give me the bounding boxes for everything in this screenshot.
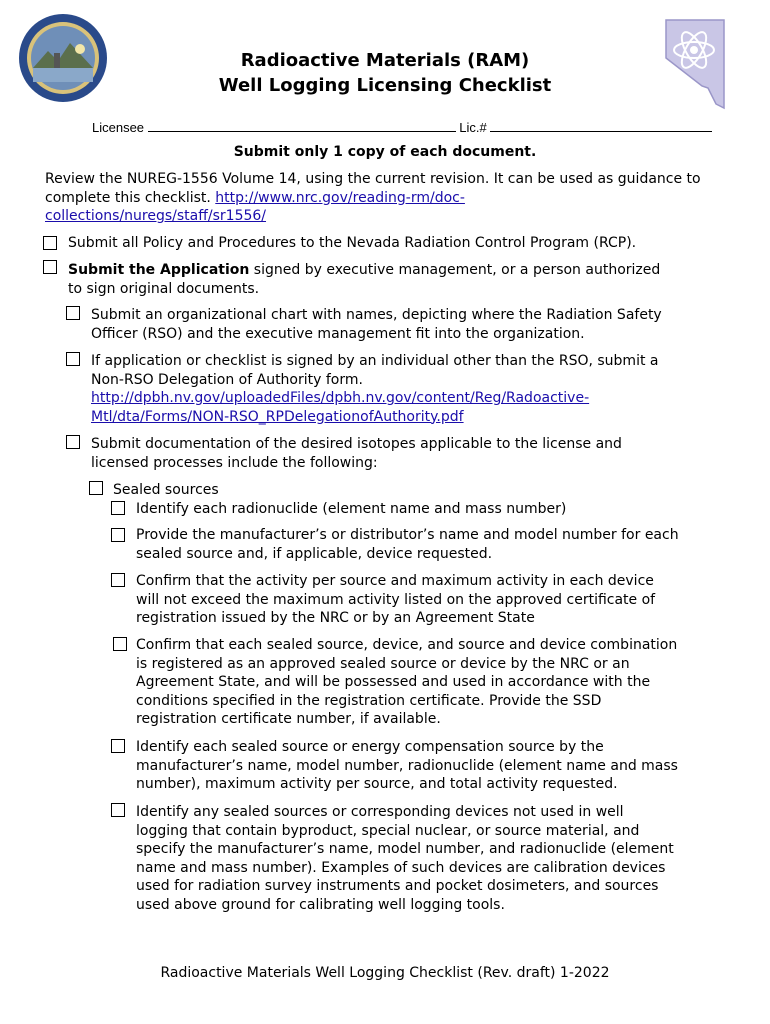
checkbox-radionuclide[interactable] — [111, 501, 125, 515]
checkbox-non-rso[interactable] — [66, 352, 80, 366]
item-org-chart: Submit an organizational chart with names, depicting where the Radiation Safety Officer (RSO) and the executive management fit into the organization. — [91, 307, 662, 342]
item-sealed-sources: Sealed sources — [113, 482, 219, 498]
checkbox-registration[interactable] — [113, 637, 127, 651]
submit-one-copy-note: Submit only 1 copy of each document. — [233, 144, 537, 160]
checkbox-org-chart[interactable] — [66, 306, 80, 320]
non-rso-form-link[interactable]: http://dpbh.nv.gov/uploadedFiles/dpbh.nv.gov/content/Reg/Radoactive- Mtl/dta/Forms/NON-RSO_RPDelegationofAuthority.pdf — [91, 390, 590, 425]
item-other-devices: Identify any sealed sources or corresponding devices not used in well logging that contain byproduct, special nuclear, or source material, and specify the manufacturer’s name, model number, and radionuclide (element name and mass number). Examples of such devices are calibration devices used for radiation survey instruments and pocket dosimeters, and sources used above ground for calibrating well logging tools. — [136, 804, 674, 913]
item-activity: Confirm that the activity per source and maximum activity in each device will not exceed the maximum activity listed on the approved certificate of registration issued by the NRC or by an Agreement State — [136, 573, 656, 627]
item-non-rso: If application or checklist is signed by an individual other than the RSO, submit a Non-RSO Delegation of Authority form. http://dpbh.nv.gov/uploadedFiles/dpbh.nv.gov/content/Reg/Radoactive- Mtl/dta/Forms/NON-RSO_RPDelegationofAuthority.pdf — [91, 353, 659, 425]
checkbox-sealed-sources[interactable] — [89, 481, 103, 495]
checkbox-other-devices[interactable] — [111, 803, 125, 817]
item-manufacturer: Provide the manufacturer’s or distributor’s name and model number for each sealed source and, if applicable, device requested. — [136, 527, 679, 562]
checkbox-isotopes[interactable] — [66, 435, 80, 449]
checkbox-policy[interactable] — [43, 236, 57, 250]
licensee-line — [92, 119, 712, 135]
item-radionuclide: Identify each radionuclide (element name and mass number) — [136, 501, 567, 517]
item-registration: Confirm that each sealed source, device, and source and device combination is registered as an approved sealed source or device by the NRC or an Agreement State, and will be possessed and used in accordance with the conditions specified in the registration certificate. Provide the SSD registration certificate number, if available. — [136, 637, 678, 728]
checkbox-application[interactable] — [43, 260, 57, 274]
checkbox-energy-source[interactable] — [111, 739, 125, 753]
item-policy: Submit all Policy and Procedures to the Nevada Radiation Control Program (RCP). — [68, 235, 637, 251]
item-application: Submit the Application signed by executive management, or a person authorized to sign original documents. — [68, 262, 661, 297]
intro-paragraph — [45, 170, 725, 226]
lic-number-label: Lic.# — [459, 120, 487, 135]
page-subtitle: Well Logging Licensing Checklist — [218, 75, 552, 96]
licensee-field[interactable] — [148, 119, 456, 132]
intro-text: Review the NUREG-1556 Volume 14, using the current revision. It can be used as guidance to complete this checklist. — [45, 171, 701, 206]
lic-number-field[interactable] — [490, 119, 712, 132]
checkbox-manufacturer[interactable] — [111, 528, 125, 542]
checkbox-activity[interactable] — [111, 573, 125, 587]
page-footer: Radioactive Materials Well Logging Checklist (Rev. draft) 1-2022 — [160, 965, 610, 981]
nureg-link[interactable]: http://www.nrc.gov/reading-rm/doc- collections/nuregs/staff/sr1556/ — [45, 189, 465, 225]
page-title: Radioactive Materials (RAM) — [240, 50, 530, 71]
item-isotopes: Submit documentation of the desired isotopes applicable to the license and licensed processes include the following: — [91, 436, 622, 471]
licensee-label: Licensee — [92, 120, 145, 135]
item-energy-source: Identify each sealed source or energy compensation source by the manufacturer’s name, model number, radionuclide (element name and mass number), maximum activity per source, and total activity requested. — [136, 739, 678, 793]
